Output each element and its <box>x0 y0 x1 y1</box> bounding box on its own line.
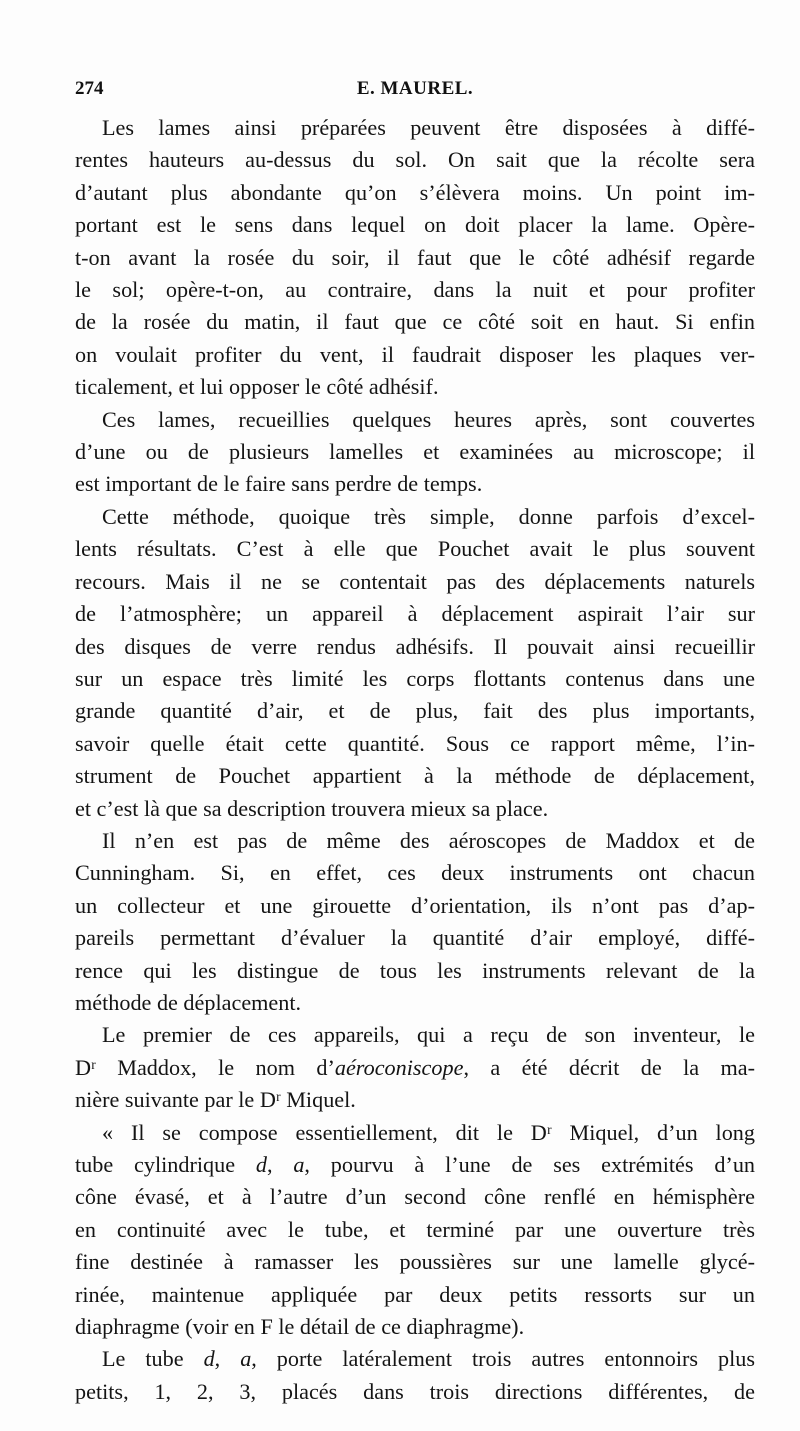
text-line: lents résultats. C’est à elle que Pouchet avait le plus souvent <box>75 536 755 562</box>
text-line: sur un espace très limité les corps flottants contenus dans une <box>75 665 755 691</box>
text-line: Dʳ Maddox, le nom d’aéroconiscope, a été décrit de la ma- <box>75 1054 755 1080</box>
text-line: est important de le faire sans perdre de temps. <box>75 471 483 497</box>
text-line: Le premier de ces appareils, qui a reçu de son inventeur, le <box>102 1022 755 1048</box>
text-line: des disques de verre rendus adhésifs. Il pouvait ainsi recueillir <box>75 633 755 659</box>
text-line: de l’atmosphère; un appareil à déplacement aspirait l’air sur <box>75 601 755 627</box>
text-line: cône évasé, et à l’autre d’un second cône renflé en hémisphère <box>75 1184 755 1210</box>
text-line: et c’est là que sa description trouvera mieux sa place. <box>75 795 549 821</box>
text-line: recours. Mais il ne se contentait pas des déplacements naturels <box>75 568 755 594</box>
text-line: rinée, maintenue appliquée par deux petits ressorts sur un <box>75 1281 755 1307</box>
paragraph-lames <box>75 112 755 404</box>
text-line: on voulait profiter du vent, il faudrait disposer les plaques ver- <box>75 341 755 367</box>
text-line: rence qui les distingue de tous les instruments relevant de la <box>75 957 755 983</box>
paragraph-tube <box>75 1343 755 1408</box>
text-line: en continuité avec le tube, et terminé par une ouverture très <box>75 1216 755 1242</box>
text-line: portant est le sens dans lequel on doit placer la lame. Opère- <box>75 212 755 238</box>
paragraph-quotation <box>75 1117 755 1344</box>
page-number: 274 <box>75 78 104 99</box>
text-line: tube cylindrique d, a, pourvu à l’une de ses extrémités d’un <box>75 1152 755 1177</box>
text-line: Les lames ainsi préparées peuvent être disposées à diffé- <box>102 115 755 140</box>
text-line: ticalement, et lui opposer le côté adhésif. <box>75 374 439 400</box>
body-text <box>75 112 755 1408</box>
text-line: strument de Pouchet appartient à la méthode de déplacement, <box>75 763 755 789</box>
text-line: savoir quelle était cette quantité. Sous ce rapport même, l’in- <box>75 730 755 756</box>
text-line: grande quantité d’air, et de plus, fait des plus importants, <box>75 698 755 724</box>
running-head <box>75 78 755 104</box>
text-line: Cette méthode, quoique très simple, donne parfois d’excel- <box>102 503 755 529</box>
text-line: Le tube d, a, porte latéralement trois autres entonnoirs plus <box>102 1346 755 1372</box>
text-line: diaphragme (voir en F le détail de ce diaphragme). <box>75 1314 525 1340</box>
running-head-author: E. MAUREL. <box>356 78 474 99</box>
text-line: rentes hauteurs au-dessus du sol. On sait que la récolte sera <box>75 147 755 173</box>
text-line: le sol; opère-t-on, au contraire, dans la nuit et pour profiter <box>75 277 755 303</box>
paragraph-premier-appareil <box>75 1019 755 1116</box>
text-line: pareils permettant d’évaluer la quantité d’air employé, diffé- <box>75 925 755 951</box>
text-line: petits, 1, 2, 3, placés dans trois directions différentes, de <box>75 1378 755 1404</box>
text-line: Ces lames, recueillies quelques heures après, sont couvertes <box>102 406 755 432</box>
text-line: « Il se compose essentiellement, dit le Dʳ Miquel, d’un long <box>102 1119 755 1145</box>
paragraph-methode <box>75 501 755 825</box>
paragraph-recueillies <box>75 404 755 501</box>
text-line: d’une ou de plusieurs lamelles et examinées au microscope; il <box>75 439 755 465</box>
text-line: nière suivante par le Dʳ Miquel. <box>75 1087 356 1113</box>
text-line: un collecteur et une girouette d’orientation, ils n’ont pas d’ap- <box>75 892 755 918</box>
text-line: de la rosée du matin, il faut que ce côté soit en haut. Si enfin <box>75 309 755 335</box>
text-line: d’autant plus abondante qu’on s’élèvera moins. Un point im- <box>75 179 755 205</box>
text-line: méthode de déplacement. <box>75 989 302 1015</box>
text-line: t-on avant la rosée du soir, il faut que le côté adhésif regarde <box>75 244 755 270</box>
text-line: fine destinée à ramasser les poussières sur une lamelle glycé- <box>75 1249 755 1275</box>
paragraph-aeroscopes <box>75 825 755 1019</box>
text-line: Il n’en est pas de même des aéroscopes de Maddox et de <box>102 827 755 853</box>
text-line: Cunningham. Si, en effet, ces deux instruments ont chacun <box>75 860 755 886</box>
